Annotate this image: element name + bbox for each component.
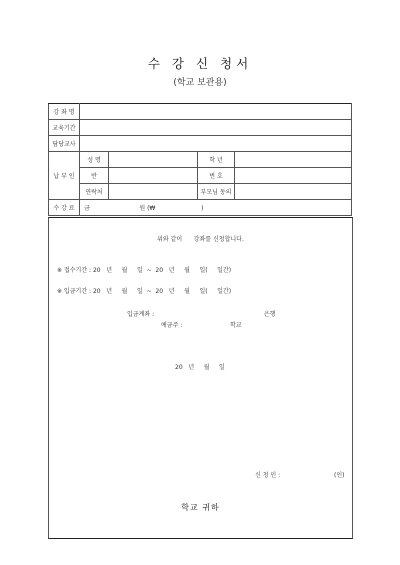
parent-consent-field[interactable] [235,184,352,200]
parent-consent-label: 부모님 동의 [198,184,235,200]
course-name-row [49,104,352,120]
depositor-school-label: 학교 [230,322,242,329]
application-form-table [48,103,352,216]
grade-field[interactable] [235,152,352,168]
contact-field[interactable] [109,184,198,200]
number-field[interactable] [235,168,352,184]
application-body [48,217,353,539]
application-statement: 위와 같이 강좌를 신청합니다. [157,236,244,243]
teacher-row [49,136,352,152]
fee-amount-field[interactable]: 금 원 (₩ ) [80,200,352,216]
fee-label: 수 강 료 [49,200,80,216]
number-label: 번 호 [198,168,235,184]
document-title: 수 강 신 청서 [147,56,253,71]
depositor-label: 예금주 : [161,322,183,329]
applicant-signature-label: 신 청 인 : [255,472,281,479]
teacher-label: 담당교사 [49,136,80,152]
bank-label: 은행 [264,311,276,318]
teacher-field[interactable] [80,136,352,152]
seal-mark: (인) [334,472,345,479]
applicant-row-1 [49,152,352,168]
document-subtitle: (학교 보관용) [173,78,227,88]
application-date: 20 년 월 일 [175,364,225,371]
applicant-label: 납 부 인 [49,152,80,200]
school-addressee: 학교 귀하 [181,503,220,512]
grade-label: 학 년 [198,152,235,168]
class-label: 반 [80,168,109,184]
name-label: 성 명 [80,152,109,168]
applicant-row-3 [49,184,352,200]
course-name-field[interactable] [80,104,352,120]
applicant-row-2 [49,168,352,184]
class-field[interactable] [109,168,198,184]
name-field[interactable] [109,152,198,168]
course-name-label: 강 좌 명 [49,104,80,120]
period-row [49,120,352,136]
period-label: 교육기간 [49,120,80,136]
account-label: 입금계좌 : [127,311,155,318]
contact-label: 연락처 [80,184,109,200]
period-field[interactable] [80,120,352,136]
application-period-line: ※ 접수기간 : 20 년 월 일 ~ 20 년 월 일( 일간) [57,267,232,274]
fee-row [49,200,352,216]
payment-period-line: ※ 입금기간 : 20 년 월 일 ~ 20 년 월 일( 일간) [57,288,232,295]
